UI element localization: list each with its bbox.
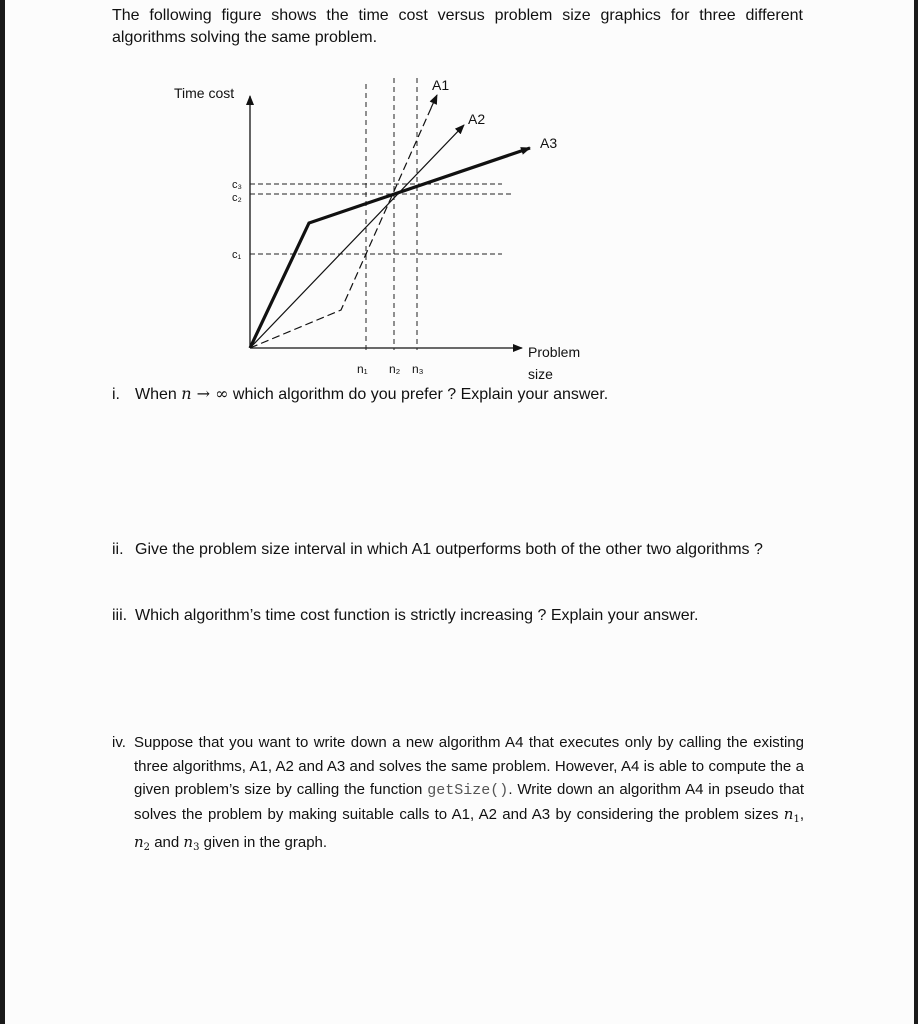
n3-variable: $n_3$ (183, 833, 200, 853)
question-2-number: ii. (112, 541, 124, 558)
n2-tick-label: n₂ (389, 362, 401, 376)
a2-curve (250, 125, 464, 348)
n2-variable: $n_2$ (134, 833, 151, 853)
question-4-part2: . Write down an algorithm A4 in pseudo that solves the problem by making suitable calls to A1, A2 and A3 by considering the problem sizes (134, 781, 804, 823)
y-axis-label: Time cost (174, 85, 235, 101)
question-4-part1: Suppose that you want to write down a new algorithm A4 that executes only by calling the existing three algorithms, A1, A2 and A3 and solves the same problem. However, A4 is able to compute the a given problem’s size by calling the function (134, 734, 804, 798)
getsize-function: getSize() (427, 782, 509, 799)
c2-tick-label: c₂ (232, 192, 242, 204)
a1-label: A1 (432, 77, 450, 93)
a3-label: A3 (540, 135, 558, 151)
question-3-text: Which algorithm’s time cost function is strictly increasing ? Explain your answer. (135, 607, 699, 624)
n1-tick-label: n₁ (357, 362, 368, 376)
question-4-body (134, 731, 804, 860)
question-2-text: Give the problem size interval in which A1 outperforms both of the other two algorithms ? (135, 541, 763, 558)
n3-tick-label: n₃ (412, 362, 424, 376)
question-2 (112, 539, 763, 561)
x-axis-label-problem: Problem (528, 344, 581, 360)
time-cost-graph (0, 0, 918, 400)
question-4 (112, 731, 804, 860)
x-axis-label-size: size (528, 366, 553, 382)
a1-arrow (431, 95, 437, 108)
question-1-pre: When (135, 386, 182, 403)
question-1 (112, 383, 608, 406)
a1-curve (250, 106, 432, 348)
n1-variable: $n_1$ (783, 804, 800, 825)
question-4-number: iv. (112, 734, 126, 751)
question-3 (112, 605, 698, 627)
question-4-separator: , (799, 805, 804, 823)
a3-curve (250, 148, 530, 348)
question-1-math: n → ∞ (181, 384, 229, 403)
question-1-number: i. (112, 386, 120, 403)
question-1-post: which algorithm do you prefer ? Explain your answer. (228, 386, 609, 403)
c1-tick-label: c₁ (232, 249, 242, 261)
question-4-and: and (150, 834, 184, 851)
c3-tick-label: c₃ (232, 179, 242, 191)
intro-paragraph: The following figure shows the time cost versus problem size graphics for three different algorithms solving the same problem. (112, 7, 803, 46)
a2-label: A2 (468, 111, 486, 127)
question-4-part3: given in the graph. (199, 834, 328, 851)
question-3-number: iii. (112, 607, 128, 624)
